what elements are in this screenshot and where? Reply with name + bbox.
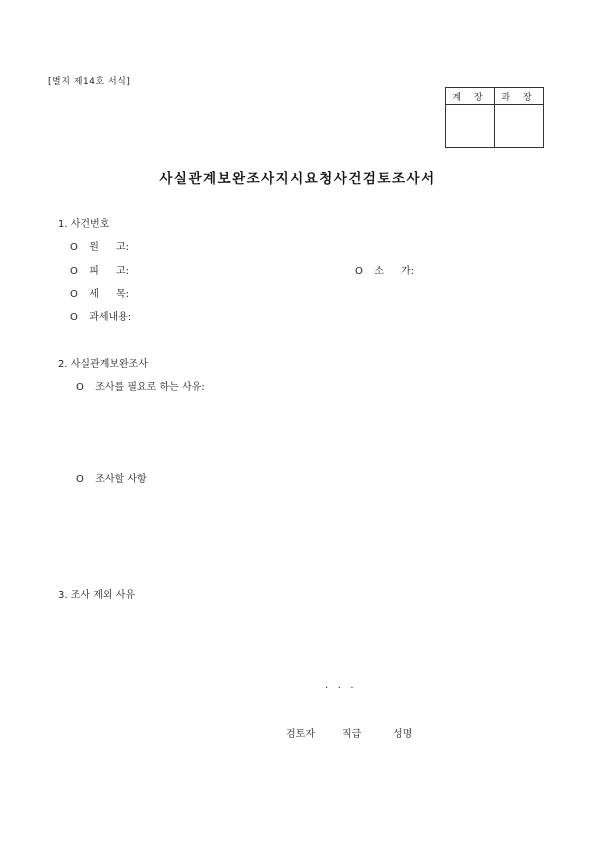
bullet-mark: O bbox=[76, 474, 84, 485]
approval-stamp-table bbox=[445, 87, 544, 148]
bullet-mark: O bbox=[76, 382, 84, 393]
name-label: 성명 bbox=[393, 729, 413, 740]
investigation-matters-label: 조사할 사항 bbox=[95, 474, 147, 485]
reviewer-label: 검토자 bbox=[286, 729, 315, 740]
bullet-mark: O bbox=[70, 242, 78, 253]
approval-box-section-chief[interactable] bbox=[446, 105, 495, 148]
approval-header-section-chief: 계 장 bbox=[446, 88, 495, 105]
section-exclusion-reason-heading: 3. 조사 제외 사유 bbox=[58, 590, 136, 601]
section-supplementary-investigation-heading: 2. 사실관계보완조사 bbox=[58, 359, 148, 370]
bullet-mark: O bbox=[70, 312, 78, 323]
bullet-mark: O bbox=[70, 289, 78, 300]
plaintiff-label: 원 고: bbox=[89, 242, 130, 253]
tax-detail-row bbox=[70, 308, 131, 323]
investigation-reason-row bbox=[76, 378, 205, 393]
bullet-mark: O bbox=[355, 266, 363, 277]
tax-detail-label: 과세내용: bbox=[89, 312, 132, 323]
tax-item-row bbox=[70, 285, 129, 300]
document-title: 사실관계보완조사지시요청사건검토조사서 bbox=[159, 171, 436, 187]
form-number-label: [별지 제14호 서식] bbox=[48, 77, 131, 87]
plaintiff-row bbox=[70, 238, 129, 253]
defendant-row bbox=[70, 262, 129, 277]
approval-header-division-chief: 과 장 bbox=[495, 88, 544, 105]
claim-amount-row bbox=[355, 262, 414, 277]
section-case-number-heading: 1. 사건번호 bbox=[58, 219, 110, 230]
claim-amount-label: 소 가: bbox=[374, 266, 415, 277]
bullet-mark: O bbox=[70, 266, 78, 277]
date-field[interactable]: . . . bbox=[325, 680, 354, 691]
tax-item-label: 세 목: bbox=[89, 289, 130, 300]
investigation-matters-row bbox=[76, 470, 147, 485]
approval-box-division-chief[interactable] bbox=[495, 105, 544, 148]
defendant-label: 피 고: bbox=[89, 266, 130, 277]
rank-label: 직급 bbox=[342, 729, 362, 740]
investigation-reason-label: 조사를 필요로 하는 사유: bbox=[95, 382, 205, 393]
